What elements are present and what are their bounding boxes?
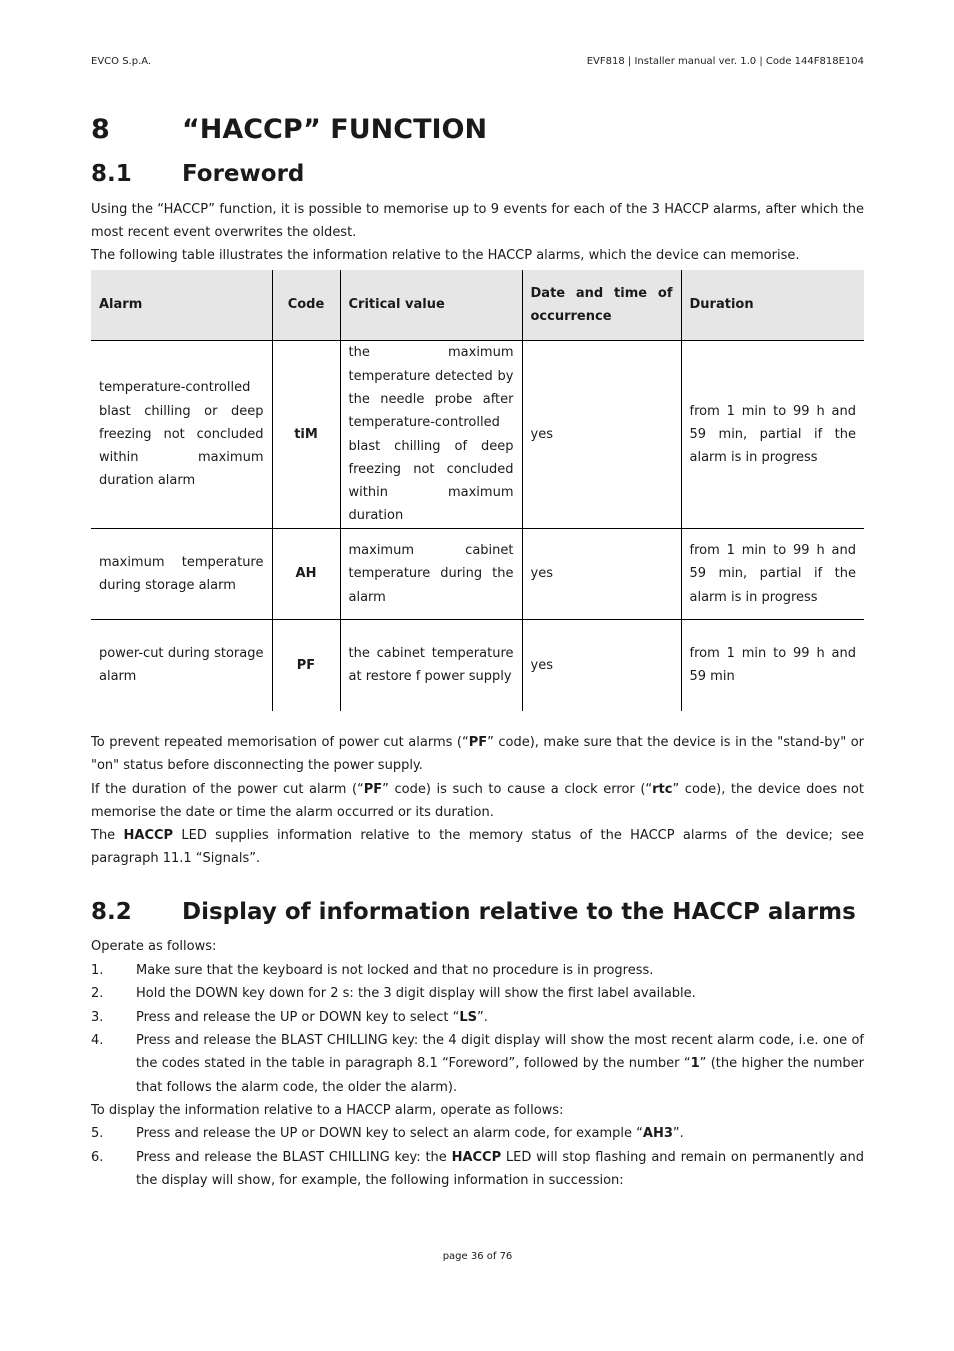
text-run: Press and release the BLAST CHILLING key: the (136, 1150, 452, 1165)
col-header-date-time: Date and time of occurrence (522, 270, 681, 341)
cell-alarm: maximum temperature during storage alarm (99, 554, 264, 593)
table-header-row (91, 270, 864, 341)
number-1: 1 (690, 1056, 700, 1072)
list-number: 1. (91, 963, 104, 978)
col-header-code: Code (272, 270, 340, 341)
section-heading (91, 114, 487, 146)
list-number: 3. (91, 1010, 104, 1025)
subsection-title: Display of information relative to the HACCP alarms (182, 899, 856, 925)
subsection-number: 8.1 (91, 161, 132, 187)
text-run: LED will stop flashing and remain on permanently and the display will show, for example, the following information in succession: (136, 1150, 865, 1189)
list-item (91, 982, 864, 1005)
text-run: LED supplies information relative to the memory status of the HACCP alarms of the device; see paragraph 11.1 “Signals”. (91, 828, 864, 867)
section-number: 8 (91, 114, 110, 145)
list-text (136, 1122, 864, 1145)
haccp-led-label: HACCP (123, 828, 174, 843)
display-intro: To display the information relative to a HACCP alarm, operate as follows: (91, 1103, 564, 1118)
header-company: EVCO S.p.A. (91, 56, 152, 67)
list-item (91, 1122, 864, 1145)
cell-critical-value: the cabinet temperature at restore f power supply (340, 620, 522, 711)
cell-alarm: power-cut during storage alarm (99, 645, 264, 685)
cell-critical-value: the maximum temperature detected by the needle probe after temperature-controlled blast chilling of deep freezing not concluded within maximum duration (340, 341, 522, 529)
col-header-critical-value: Critical value (340, 270, 522, 341)
text-run: Press and release the BLAST CHILLING key: the 4 digit display will show the most recent alarm code, i.e. one of the codes stated in the table in paragraph 8.1 “Foreword”, followed by the number “ (136, 1033, 864, 1072)
list-item (91, 959, 864, 982)
list-number: 4. (91, 1033, 104, 1048)
note-power-cut-standby (91, 731, 864, 778)
cell-code: AH (272, 529, 340, 620)
list-item (91, 1006, 864, 1029)
intro-paragraph-1: Using the “HACCP” function, it is possible to memorise up to 9 events for each of the 3 HACCP alarms, after which the most recent event overwrites the oldest. (91, 202, 864, 241)
subsection-heading-display (91, 898, 856, 926)
table-row (91, 620, 864, 711)
subsection-number: 8.2 (91, 899, 132, 925)
list-text (136, 1146, 864, 1193)
subsection-heading-foreword (91, 160, 304, 188)
code-pf: PF (468, 735, 488, 750)
cell-duration: from 1 min to 99 h and 59 min, partial if the alarm is in progress (681, 341, 864, 529)
list-item (91, 1029, 864, 1099)
cell-code: PF (272, 620, 340, 711)
section-title: “HACCP” FUNCTION (182, 114, 488, 145)
table-row (91, 529, 864, 620)
list-text: Make sure that the keyboard is not locked and that no procedure is in progress. (136, 963, 654, 978)
list-text: Hold the DOWN key down for 2 s: the 3 digit display will show the first label available. (136, 986, 696, 1001)
operate-intro: Operate as follows: (91, 939, 217, 954)
col-header-duration: Duration (681, 270, 864, 341)
page-number: page 36 of 76 (442, 1251, 513, 1262)
col-header-alarm: Alarm (91, 270, 272, 341)
code-pf: PF (363, 782, 383, 797)
intro-paragraph-2: The following table illustrates the information relative to the HACCP alarms, which the device can memorise. (91, 248, 800, 263)
cell-date-time: yes (522, 620, 681, 711)
cell-date-time: yes (522, 341, 681, 529)
list-item (91, 1146, 864, 1193)
text-run: Press and release the UP or DOWN key to select an alarm code, for example “ (136, 1126, 643, 1141)
list-number: 2. (91, 986, 104, 1001)
text-run: To prevent repeated memorisation of power cut alarms (“ (91, 735, 469, 750)
cell-date-time: yes (522, 529, 681, 620)
text-run: ”. (672, 1126, 684, 1141)
list-number: 6. (91, 1150, 104, 1165)
header-doc-info: EVF818 | Installer manual ver. 1.0 | Code 144F818E104 (586, 56, 864, 67)
code-rtc: rtc (652, 782, 673, 797)
text-run: ”. (477, 1010, 488, 1025)
text-run: Press and release the UP or DOWN key to select “ (136, 1010, 460, 1025)
cell-code: tiM (272, 341, 340, 529)
table-row (91, 341, 864, 529)
cell-critical-value: maximum cabinet temperature during the alarm (340, 529, 522, 620)
label-ls: LS (459, 1010, 478, 1025)
cell-alarm: temperature-controlled blast chilling or deep freezing not concluded within maximum duration alarm (99, 380, 264, 489)
haccp-led-label: HACCP (451, 1150, 502, 1165)
note-clock-error (91, 778, 864, 825)
haccp-alarm-table (91, 270, 864, 711)
text-run: ” (the higher the number that follows the alarm code, the older the alarm). (136, 1056, 864, 1095)
cell-duration: from 1 min to 99 h and 59 min, partial if the alarm is in progress (681, 529, 864, 620)
code-ah3: AH3 (642, 1126, 673, 1141)
text-run: ” code), make sure that the device is in the "stand-by" or "on" status before disconnecting the power supply. (91, 735, 865, 774)
text-run: If the duration of the power cut alarm (“ (91, 782, 364, 797)
text-run: ” code) is such to cause a clock error (“ (382, 782, 653, 797)
note-haccp-led (91, 824, 864, 871)
list-text (136, 1006, 864, 1029)
list-number: 5. (91, 1126, 104, 1141)
subsection-title: Foreword (182, 161, 305, 187)
cell-duration: from 1 min to 99 h and 59 min (681, 620, 864, 711)
text-run: ” code), the device does not memorise the date or time the alarm occurred or its duration. (91, 782, 864, 821)
list-text (136, 1029, 864, 1099)
text-run: The (91, 828, 124, 843)
